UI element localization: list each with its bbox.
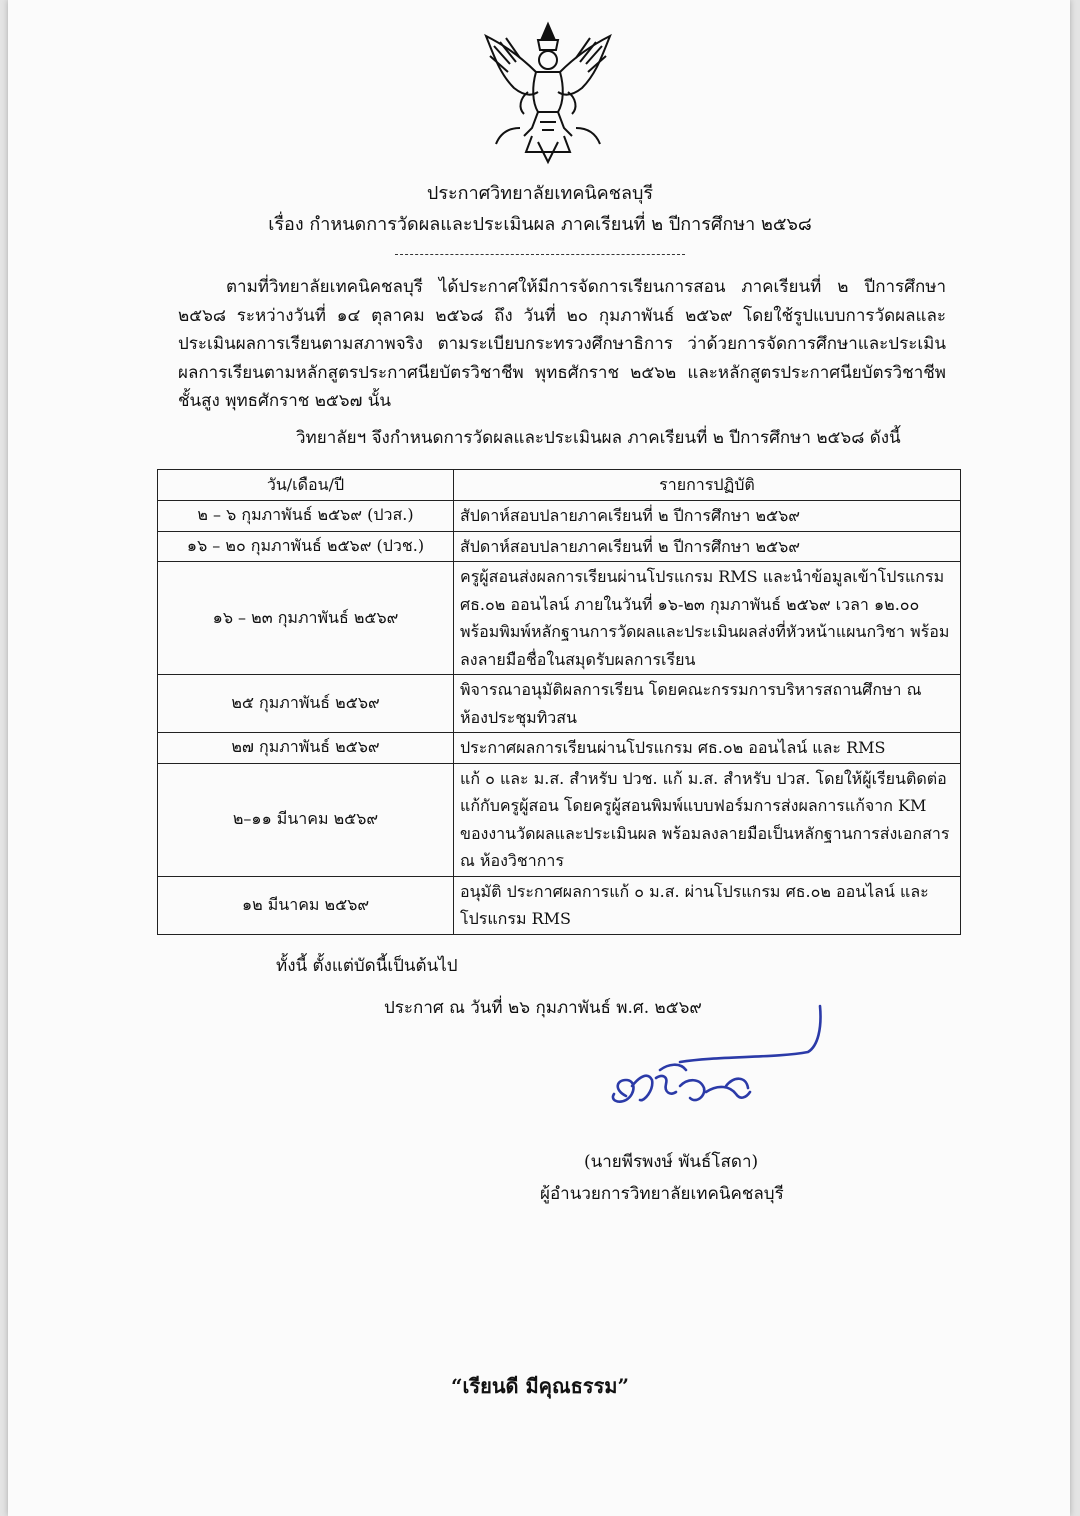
intro-paragraph: ตามที่วิทยาลัยเทคนิคชลบุรี ได้ประกาศให้มีการจัดการเรียนการสอน ภาคเรียนที่ ๒ ปีการศึกษา ๒๕๖๘ ระหว่างวันที่ ๑๔ ตุลาคม ๒๕๖๘ ถึง วันที่ ๒๐ กุมภาพันธ์ ๒๕๖๙ โดยใช้รูปแบบการวัดผลและประเมินผลการเรียนตามสภาพจริง ตามระเบียบกระทรวงศึกษาธิการ ว่าด้วยการจัดการศึกษาและประเมินผลการเรียนตามหลักสูตรประกาศนียบัตรวิชาชีพ พุทธศักราช ๒๕๖๒ และหลักสูตรประกาศนียบัตรวิชาชีพชั้นสูง พุทธศักราช ๒๕๖๗ นั้น	[178, 277, 946, 412]
signer-title: ผู้อำนวยการวิทยาลัยเทคนิคชลบุรี	[540, 1184, 784, 1204]
effective-statement: ทั้งนี้ ตั้งแต่บัดนี้เป็นต้นไป	[276, 956, 458, 976]
title-divider	[395, 254, 685, 255]
schedule-table	[157, 469, 961, 935]
table-row	[158, 531, 961, 562]
row-activity: พิจารณาอนุมัติผลการเรียน โดยคณะกรรมการบริหารสถานศึกษา ณ ห้องประชุมทิวสน	[454, 675, 961, 733]
table-row	[158, 501, 961, 532]
row-date: ๑๒ มีนาคม ๒๕๖๙	[158, 876, 454, 934]
row-activity: ประกาศผลการเรียนผ่านโปรแกรม ศธ.๐๒ ออนไลน์ และ RMS	[454, 733, 961, 764]
table-row	[158, 562, 961, 675]
table-row	[158, 876, 961, 934]
row-activity: แก้ ๐ และ ม.ส. สำหรับ ปวช. แก้ ม.ส. สำหรับ ปวส. โดยให้ผู้เรียนติดต่อแก้กับครูผู้สอน โดยครูผู้สอนพิมพ์แบบฟอร์มการส่งผลการแก้จาก KM ของงานวัดผลและประเมินผล พร้อมลงลายมือเป็นหลักฐานการส่งเอกสาร ณ ห้องวิชาการ	[454, 763, 961, 876]
row-date: ๑๖ – ๒๓ กุมภาพันธ์ ๒๕๖๙	[158, 562, 454, 675]
body-paragraph	[178, 273, 946, 416]
announcement-date: ประกาศ ณ วันที่ ๒๖ กุมภาพันธ์ พ.ศ. ๒๕๖๙	[384, 998, 702, 1018]
row-date: ๒ – ๖ กุมภาพันธ์ ๒๕๖๙ (ปวส.)	[158, 501, 454, 532]
handwritten-signature	[596, 1000, 836, 1130]
table-row	[158, 763, 961, 876]
table-header-row	[158, 470, 961, 501]
table-row	[158, 733, 961, 764]
row-activity: อนุมัติ ประกาศผลการแก้ ๐ ม.ส. ผ่านโปรแกรม ศธ.๐๒ ออนไลน์ และโปรแกรม RMS	[454, 876, 961, 934]
signer-name: (นายพีรพงษ์ พันธ์โสดา)	[584, 1152, 759, 1172]
row-date: ๑๖ – ๒๐ กุมภาพันธ์ ๒๕๖๙ (ปวช.)	[158, 531, 454, 562]
row-activity: ครูผู้สอนส่งผลการเรียนผ่านโปรแกรม RMS และนำข้อมูลเข้าโปรแกรม ศธ.๐๒ ออนไลน์ ภายในวันที่ ๑๖-๒๓ กุมภาพันธ์ ๒๕๖๙ เวลา ๑๒.๐๐ พร้อมพิมพ์หลักฐานการวัดผลและประเมินผลส่งที่หัวหน้าแผนกวิชา พร้อมลงลายมือชื่อในสมุดรับผลการเรียน	[454, 562, 961, 675]
table-row	[158, 675, 961, 733]
row-activity: สัปดาห์สอบปลายภาคเรียนที่ ๒ ปีการศึกษา ๒๕๖๙	[454, 501, 961, 532]
row-date: ๒๕ กุมภาพันธ์ ๒๕๖๙	[158, 675, 454, 733]
row-date: ๒๗ กุมภาพันธ์ ๒๕๖๙	[158, 733, 454, 764]
decree-line: วิทยาลัยฯ จึงกำหนดการวัดผลและประเมินผล ภาคเรียนที่ ๒ ปีการศึกษา ๒๕๖๘ ดังนี้	[296, 428, 901, 448]
row-date: ๒–๑๑ มีนาคม ๒๕๖๙	[158, 763, 454, 876]
college-motto: “เรียนดี มีคุณธรรม”	[451, 1374, 629, 1398]
row-activity: สัปดาห์สอบปลายภาคเรียนที่ ๒ ปีการศึกษา ๒๕๖๙	[454, 531, 961, 562]
header-activity: รายการปฏิบัติ	[454, 470, 961, 501]
announcement-title: ประกาศวิทยาลัยเทคนิคชลบุรี	[426, 183, 654, 204]
header-date: วัน/เดือน/ปี	[158, 470, 454, 501]
announcement-subject: เรื่อง กำหนดการวัดผลและประเมินผล ภาคเรียนที่ ๒ ปีการศึกษา ๒๕๖๘	[268, 214, 812, 235]
garuda-emblem	[480, 16, 616, 166]
